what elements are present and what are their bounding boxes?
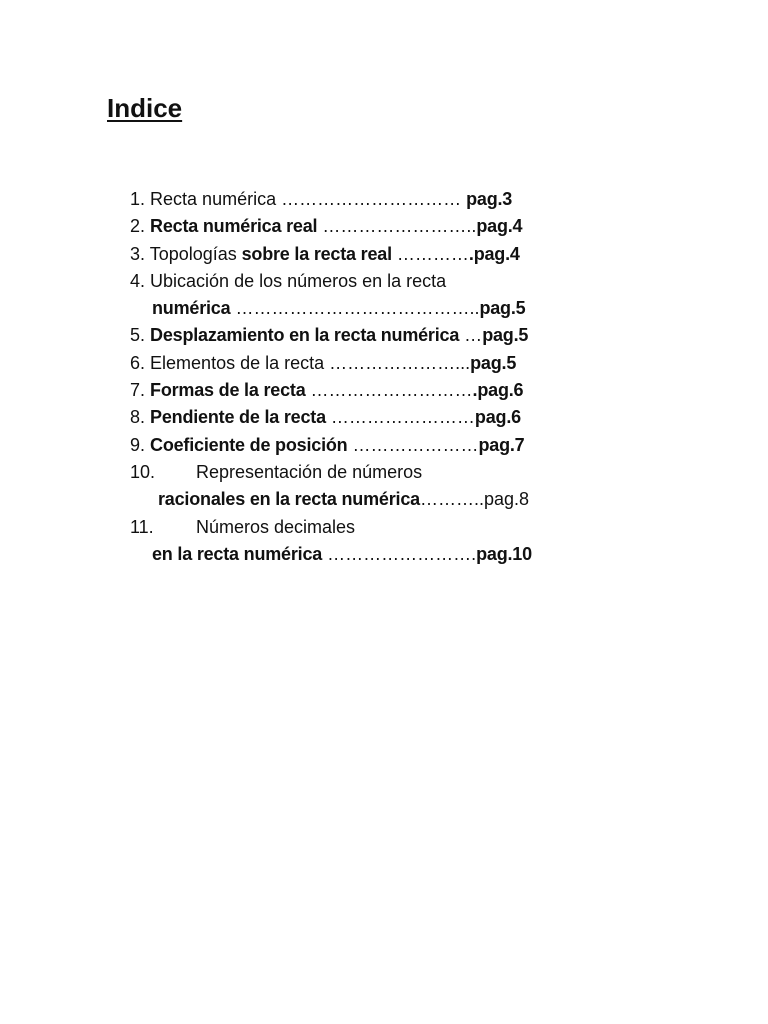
table-of-contents — [130, 186, 600, 568]
toc-entry-number: 11. — [130, 516, 154, 537]
toc-entry-title-cont: sobre la recta real — [236, 243, 392, 264]
toc-entry-leader: ………………………… — [276, 189, 467, 209]
toc-entry-title: Representación de números — [196, 461, 423, 482]
toc-entry-title: Pendiente de la recta — [150, 407, 326, 428]
toc-entry-11 — [130, 514, 600, 541]
toc-entry-10 — [130, 459, 600, 486]
toc-entry-leader: ……………………… — [305, 380, 473, 401]
toc-entry-9 — [130, 432, 600, 459]
toc-entry-page: pag.8 — [483, 489, 529, 510]
toc-entry-title-cont: numérica — [152, 298, 231, 319]
toc-entry-4 — [130, 268, 600, 295]
toc-entry-leader: … — [459, 325, 483, 346]
toc-entry-6 — [130, 350, 600, 377]
toc-entry-page: .pag.6 — [472, 380, 524, 401]
toc-entry-8 — [130, 404, 600, 431]
toc-entry-10-cont — [130, 486, 600, 513]
toc-entry-3 — [130, 241, 600, 268]
toc-entry-title: Topologías — [149, 243, 237, 264]
toc-entry-number: 6. — [130, 352, 146, 373]
toc-entry-number: 4. — [130, 270, 146, 291]
toc-entry-number: 3. — [130, 243, 146, 264]
toc-entry-2 — [130, 213, 600, 240]
toc-entry-11-cont — [130, 541, 600, 568]
toc-entry-title: Recta numérica real — [150, 216, 318, 237]
toc-entry-leader: ………………… — [347, 434, 479, 455]
toc-entry-page: pag.5 — [482, 325, 529, 346]
page-title: Indice — [107, 93, 183, 123]
toc-entry-title: Números decimales — [196, 516, 356, 537]
toc-entry-leader: ……….. — [419, 489, 484, 510]
toc-entry-4-cont — [130, 295, 600, 322]
toc-entry-leader: ………………………………….. — [230, 298, 480, 319]
toc-entry-page: .pag.4 — [468, 243, 520, 264]
toc-entry-title: Formas de la recta — [150, 380, 306, 401]
toc-entry-page: pag.5 — [470, 352, 517, 373]
toc-entry-leader: …………………… — [325, 407, 475, 428]
toc-entry-title-cont: en la recta numérica — [152, 543, 323, 564]
toc-entry-title: Elementos de la recta — [150, 352, 325, 373]
toc-entry-page: pag.6 — [474, 407, 521, 428]
toc-entry-title: Coeficiente de posición — [150, 434, 348, 455]
toc-entry-leader: …………………….. — [317, 216, 477, 237]
toc-entry-5 — [130, 322, 600, 349]
toc-entry-title: Desplazamiento en la recta numérica — [150, 325, 460, 346]
toc-entry-page: pag.3 — [466, 189, 513, 209]
toc-entry-leader: ……………………. — [322, 543, 477, 564]
toc-entry-title: Ubicación de los números en la recta — [150, 270, 447, 291]
toc-entry-7 — [130, 377, 600, 404]
toc-entry-number: 10. — [130, 461, 156, 482]
toc-entry-number: 5. — [130, 325, 146, 346]
toc-entry-number: 9. — [130, 434, 146, 455]
toc-entry-page: pag.4 — [476, 216, 523, 237]
toc-entry-number: 8. — [130, 407, 146, 428]
toc-entry-page: pag.10 — [476, 543, 532, 564]
toc-entry-1 — [130, 186, 600, 213]
toc-entry-title-cont: racionales en la recta numérica — [158, 489, 420, 510]
toc-entry-page: pag.7 — [478, 434, 525, 455]
toc-entry-leader: …………………... — [324, 352, 471, 373]
toc-entry-number: 7. — [130, 380, 146, 401]
toc-entry-title: Recta numérica — [150, 189, 277, 209]
toc-entry-leader: ………… — [391, 243, 469, 264]
toc-entry-number: 2. — [130, 216, 146, 237]
toc-entry-page: pag.5 — [479, 298, 526, 319]
toc-entry-number: 1. — [130, 189, 146, 209]
